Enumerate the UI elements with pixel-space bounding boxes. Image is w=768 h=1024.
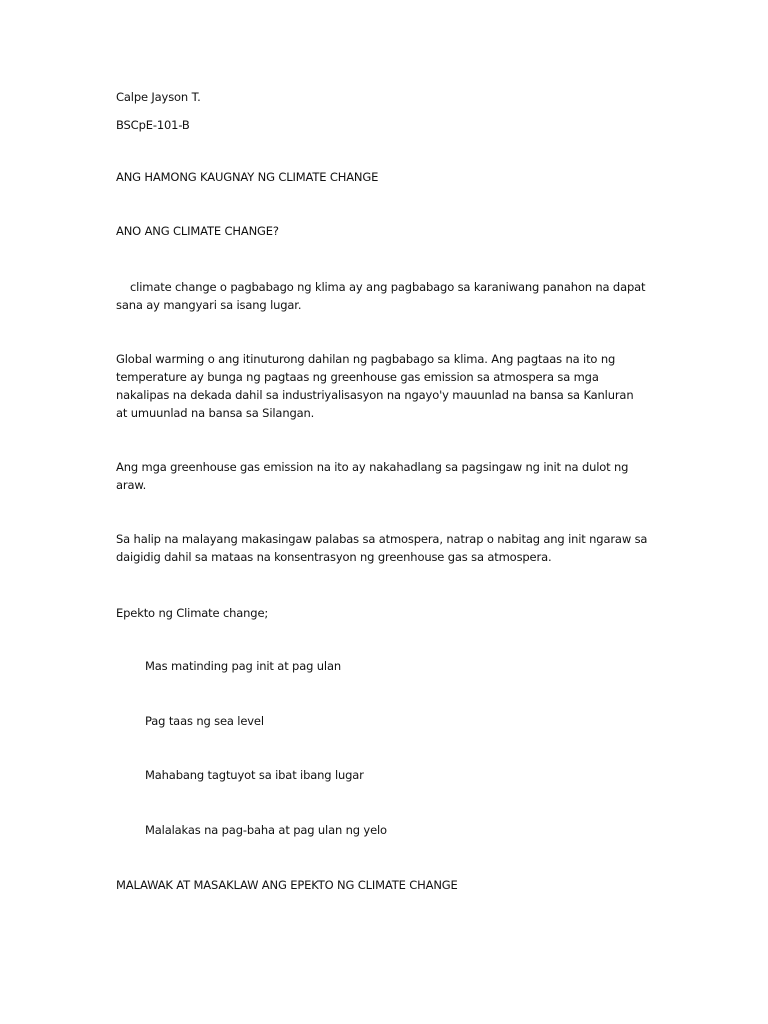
paragraph-line: nakalipas na dekada dahil sa industriyalisasyon na ngayo'y mauunlad na bansa sa Kanluran — [116, 388, 634, 402]
paragraph-line: Ang mga greenhouse gas emission na ito ay nakahadlang sa pagsingaw ng init na dulot ng — [116, 460, 629, 474]
paragraph-greenhouse — [116, 458, 656, 494]
course-section: BSCpE-101-B — [116, 118, 190, 132]
paragraph-line: at umuunlad na bansa sa Silangan. — [116, 406, 315, 420]
effect-item: Mahabang tagtuyot sa ibat ibang lugar — [145, 768, 364, 782]
document-title: ANG HAMONG KAUGNAY NG CLIMATE CHANGE — [116, 170, 379, 184]
question-heading: ANO ANG CLIMATE CHANGE? — [116, 224, 279, 238]
paragraph-trapped-heat — [116, 530, 656, 566]
paragraph-line: daigidig dahil sa mataas na konsentrasyon ng greenhouse gas sa atmospera. — [116, 550, 552, 564]
author-name: Calpe Jayson T. — [116, 90, 201, 104]
paragraph-definition — [116, 278, 656, 314]
paragraph-line: sana ay mangyari sa isang lugar. — [116, 298, 302, 312]
effect-item: Mas matinding pag init at pag ulan — [145, 659, 341, 673]
effect-item: Malalakas na pag-baha at pag ulan ng yelo — [145, 823, 387, 837]
paragraph-line: climate change o pagbabago ng klima ay ang pagbabago sa karaniwang panahon na dapat — [130, 280, 646, 294]
conclusion-heading: MALAWAK AT MASAKLAW ANG EPEKTO NG CLIMATE CHANGE — [116, 878, 458, 892]
effects-heading: Epekto ng Climate change; — [116, 606, 269, 620]
paragraph-line: Sa halip na malayang makasingaw palabas sa atmospera, natrap o nabitag ang init ngaraw sa — [116, 532, 648, 546]
paragraph-line: temperature ay bunga ng pagtaas ng greenhouse gas emission sa atmospera sa mga — [116, 370, 599, 384]
effect-item: Pag taas ng sea level — [145, 714, 264, 728]
paragraph-global-warming — [116, 350, 656, 422]
paragraph-line: Global warming o ang itinuturong dahilan ng pagbabago sa klima. Ang pagtaas na ito ng — [116, 352, 616, 366]
paragraph-line: araw. — [116, 478, 147, 492]
